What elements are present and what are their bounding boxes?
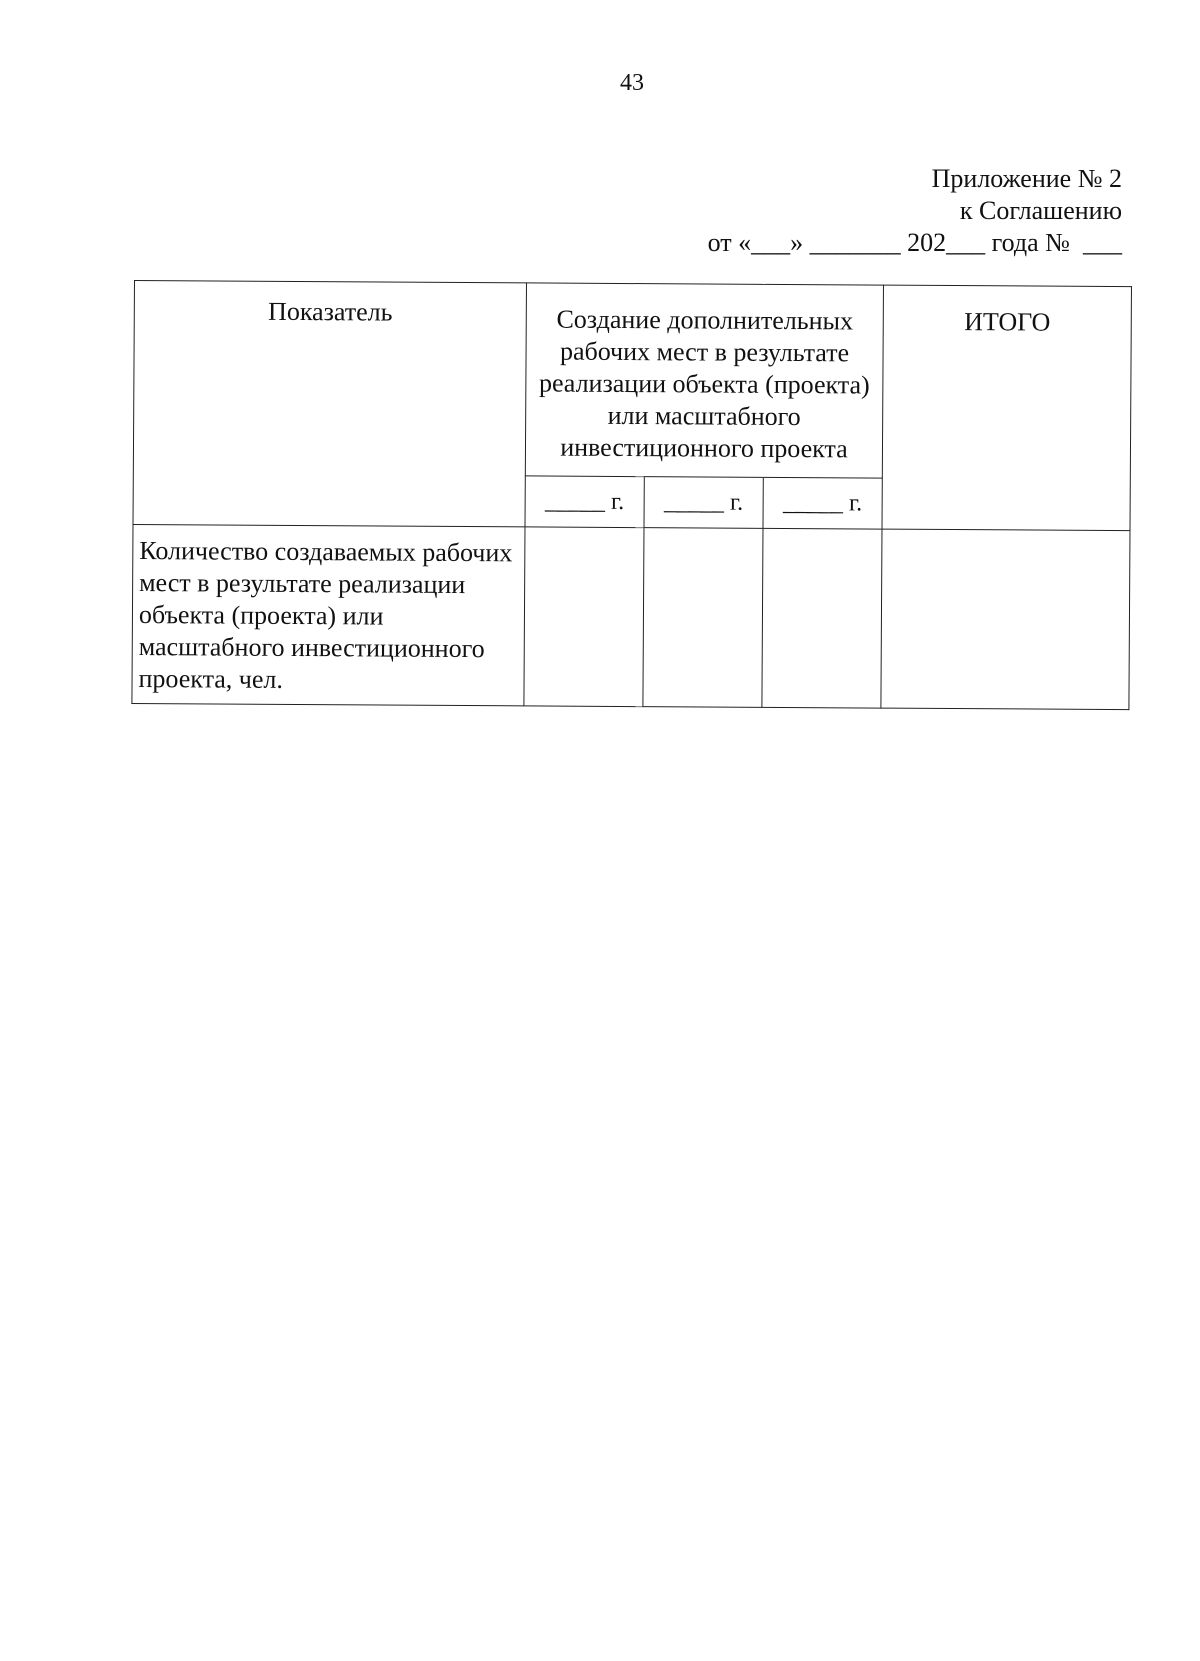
table-header-row [133,281,1131,480]
header-year-2: _____ г. [644,477,763,529]
value-cell-total [881,529,1130,710]
value-cell-year-3 [762,528,882,708]
value-cell-year-1 [524,527,644,707]
header-year-1: _____ г. [525,476,644,528]
header-year-3: _____ г. [763,477,882,529]
appendix-title: Приложение № 2 [931,164,1122,193]
header-indicator: Показатель [133,281,526,527]
appendix-agreement: к Соглашению [959,196,1122,225]
header-job-creation: Создание дополнительных рабочих мест в результате реализации объекта (проекта) или масштабного инвестиционного проекта [525,283,883,478]
value-cell-year-2 [643,528,763,708]
page-number: 43 [620,70,644,96]
table-row [132,524,1130,709]
appendix-reference [708,163,1122,259]
header-total: ИТОГО [882,285,1131,531]
row-label-jobs-count: Количество создаваемых рабочих мест в результате реализации объекта (проекта) или масштабного инвестиционного проекта, чел. [132,524,525,705]
indicator-table [131,280,1132,710]
appendix-date-line: от «___» _______ 202___ года № ___ [707,228,1122,257]
